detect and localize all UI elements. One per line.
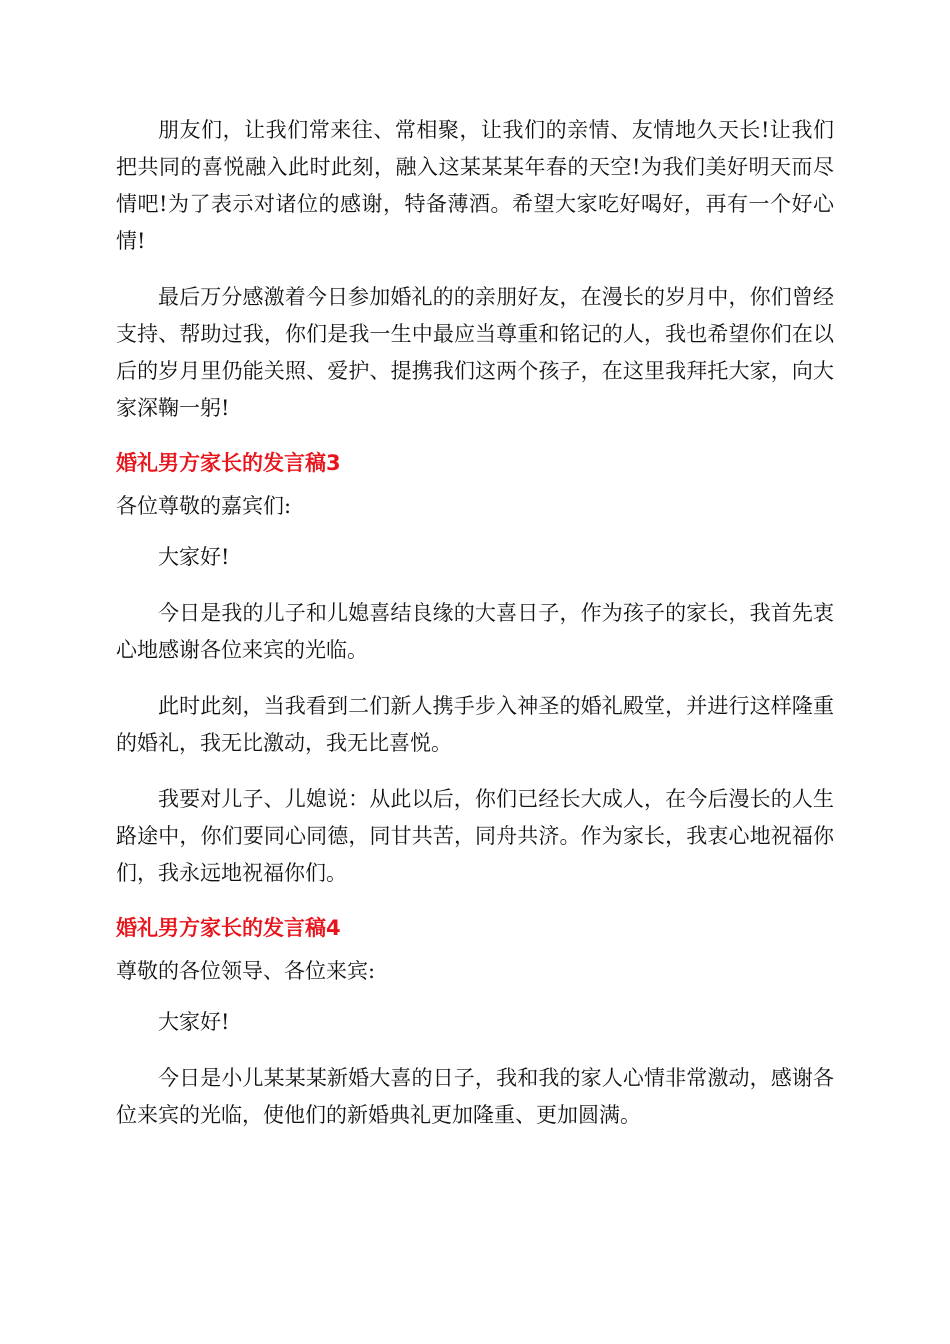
greeting: 大家好! (158, 1010, 230, 1034)
body-paragraph: 最后万分感激着今日参加婚礼的的亲朋好友，在漫长的岁月中，你们曾经支持、帮助过我，你们是我一生中最应当尊重和铭记的人，我也希望你们在以后的岁月里仍能关照、爱护、提携我们这两个孩子，在这里我拜托大家，向大家深鞠一躬! (116, 285, 834, 420)
salutation: 尊敬的各位领导、各位来宾: (116, 959, 376, 983)
body-paragraph: 朋友们，让我们常来往、常相聚，让我们的亲情、友情地久天长!让我们把共同的喜悦融入此时此刻，融入这某某某年春的天空!为我们美好明天而尽情吧!为了表示对诸位的感谢，特备薄酒。希望大家吃好喝好，再有一个好心情! (116, 118, 834, 253)
body-paragraph: 此时此刻，当我看到二们新人携手步入神圣的婚礼殿堂，并进行这样隆重的婚礼，我无比激动，我无比喜悦。 (116, 694, 834, 755)
salutation: 各位尊敬的嘉宾们: (116, 494, 292, 518)
section-heading-4: 婚礼男方家长的发言稿4 (116, 916, 341, 940)
body-paragraph: 我要对儿子、儿媳说：从此以后，你们已经长大成人，在今后漫长的人生路途中，你们要同心同德，同甘共苦，同舟共济。作为家长，我衷心地祝福你们，我永远地祝福你们。 (116, 787, 834, 885)
body-paragraph: 今日是我的儿子和儿媳喜结良缘的大喜日子，作为孩子的家长，我首先衷心地感谢各位来宾的光临。 (116, 601, 834, 662)
greeting: 大家好! (158, 545, 230, 569)
body-paragraph: 今日是小儿某某某新婚大喜的日子，我和我的家人心情非常激动，感谢各位来宾的光临，使他们的新婚典礼更加隆重、更加圆满。 (116, 1066, 834, 1127)
section-heading-3: 婚礼男方家长的发言稿3 (116, 451, 341, 475)
document-body (116, 112, 834, 1153)
